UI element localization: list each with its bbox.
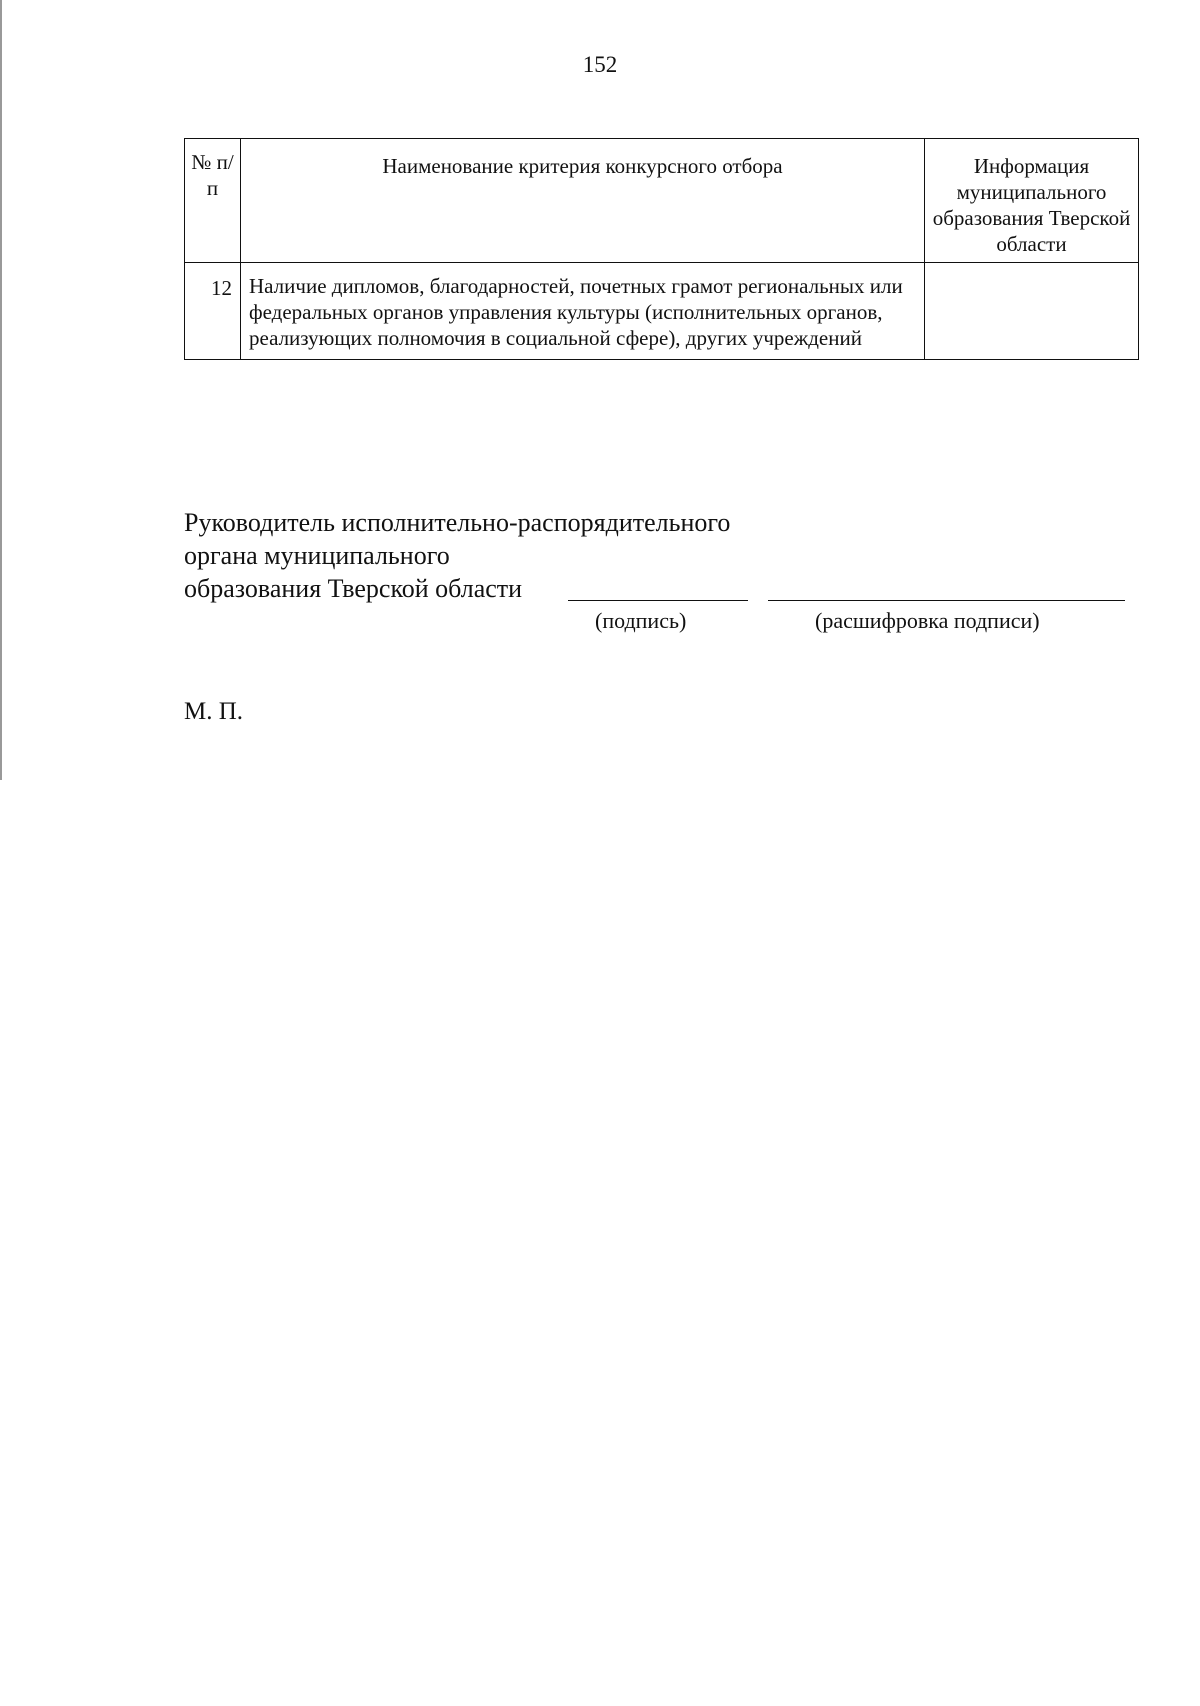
signature-caption: (подпись) [595,608,687,633]
header-number: № п/п [185,139,241,263]
row-municipal-info [925,263,1139,360]
table-row [185,263,1139,360]
signature-block [184,506,730,605]
row-criterion-name: Наличие дипломов, благодарностей, почетных грамот региональных или федеральных органов управления культуры (исполнительных органов, реализующих полномочия в социальной сфере), других учреждений [241,263,925,360]
signature-field[interactable] [568,600,748,601]
signature-title-line2: органа муниципального [184,541,450,570]
table-header-row [185,139,1139,263]
header-municipal-info: Информация муниципального образования Тверской области [925,139,1139,263]
signature-title-line3: образования Тверской области [184,574,523,603]
row-number: 12 [185,263,241,360]
signature-decoding-field[interactable] [768,600,1125,601]
signature-title-line1: Руководитель исполнительно-распорядительного [184,508,731,537]
signature-decoding-caption: (расшифровка подписи) [815,608,1040,633]
scan-edge [0,0,2,780]
header-criterion-name: Наименование критерия конкурсного отбора [241,139,925,263]
stamp-label: М. П. [184,698,244,725]
criteria-table [184,138,1139,360]
page-number: 152 [582,52,618,77]
